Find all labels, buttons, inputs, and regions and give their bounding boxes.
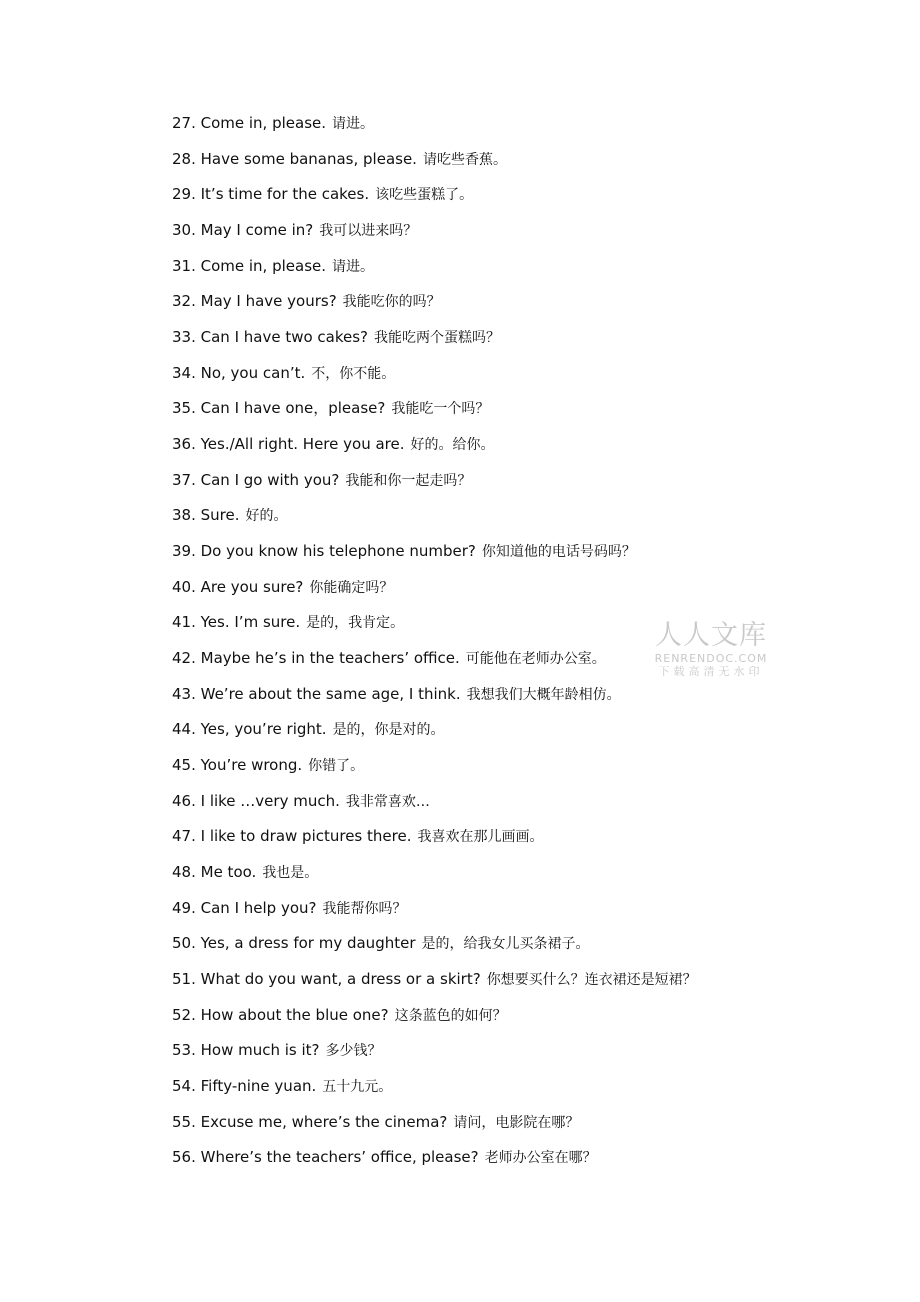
phrase-chinese: 请问，电影院在哪？ — [453, 1114, 580, 1131]
phrase-line — [172, 824, 812, 860]
phrase-chinese: 这条蓝色的如何？ — [394, 1007, 507, 1024]
watermark-title: 人人文库 — [655, 620, 767, 651]
phrase-english: 54. Fifty-nine yuan. — [172, 1077, 317, 1096]
phrase-line — [172, 503, 812, 539]
phrase-chinese: 是的，我肯定。 — [306, 615, 405, 632]
phrase-chinese: 我能吃一个吗？ — [391, 401, 490, 418]
phrase-line — [172, 575, 812, 611]
phrase-english: 45. You’re wrong. — [172, 756, 303, 775]
phrase-english: 52. How about the blue one? — [172, 1005, 389, 1024]
phrase-chinese: 我能吃两个蛋糕吗？ — [374, 330, 501, 347]
phrase-line — [172, 289, 812, 325]
phrase-chinese: 我非常喜欢… — [345, 793, 430, 810]
phrase-english: 31. Come in, please. — [172, 256, 327, 275]
phrase-english: 51. What do you want, a dress or a skirt? — [172, 970, 481, 989]
phrase-english: 30. May I come in? — [172, 221, 314, 240]
phrase-chinese: 该吃些蛋糕了。 — [375, 187, 474, 204]
phrase-line — [172, 539, 812, 575]
watermark-url: RENRENDOC.COM — [654, 652, 768, 665]
phrase-chinese: 你能确定吗？ — [309, 579, 394, 596]
phrase-english: 48. Me too. — [172, 863, 257, 882]
phrase-line — [172, 682, 812, 718]
phrase-english: 49. Can I help you? — [172, 898, 317, 917]
phrase-english: 43. We’re about the same age, I think. — [172, 684, 461, 703]
phrase-line — [172, 147, 812, 183]
phrase-line — [172, 468, 812, 504]
phrase-chinese: 不，你不能。 — [311, 365, 396, 382]
phrase-english: 50. Yes, a dress for my daughter — [172, 934, 416, 953]
phrase-english: 28. Have some bananas, please. — [172, 149, 417, 168]
phrase-chinese: 好的。 — [245, 508, 288, 525]
phrase-english: 27. Come in, please. — [172, 114, 327, 132]
phrase-english: 44. Yes, you’re right. — [172, 720, 327, 739]
phrase-line — [172, 717, 812, 753]
phrase-line — [172, 1003, 812, 1039]
phrase-chinese: 是的，你是对的。 — [332, 722, 445, 739]
phrase-english: 32. May I have yours? — [172, 292, 337, 311]
phrase-english: 37. Can I go with you? — [172, 470, 340, 489]
phrase-english: 39. Do you know his telephone number? — [172, 542, 476, 561]
phrase-line — [172, 753, 812, 789]
phrase-line — [172, 967, 812, 1003]
phrase-english: 34. No, you can’t. — [172, 363, 306, 382]
phrase-chinese: 可能他在老师办公室。 — [465, 651, 606, 668]
phrase-english: 36. Yes./All right. Here you are. — [172, 435, 405, 454]
phrase-english: 55. Excuse me, where’s the cinema? — [172, 1112, 448, 1131]
phrase-english: 35. Can I have one，please? — [172, 399, 386, 418]
phrase-line — [172, 254, 812, 290]
phrase-line — [172, 325, 812, 361]
phrase-chinese: 我能和你一起走吗？ — [345, 472, 472, 489]
phrase-line — [172, 1038, 812, 1074]
phrase-line — [172, 896, 812, 932]
phrase-line — [172, 432, 812, 468]
phrase-chinese: 请吃些香蕉。 — [422, 151, 507, 168]
phrase-english: 47. I like to draw pictures there. — [172, 827, 412, 846]
phrase-english: 41. Yes. I’m sure. — [172, 613, 301, 632]
phrase-line — [172, 396, 812, 432]
phrase-chinese: 请进。 — [332, 258, 375, 275]
phrase-line — [172, 218, 812, 254]
phrase-chinese: 你想要买什么？连衣裙还是短裙？ — [486, 972, 697, 989]
watermark-logo — [646, 620, 776, 679]
phrase-english: 53. How much is it? — [172, 1041, 320, 1060]
phrase-line — [172, 789, 812, 825]
phrase-chinese: 你错了。 — [308, 758, 365, 775]
phrase-english: 46. I like …very much. — [172, 791, 340, 810]
phrase-chinese: 是的，给我女儿买条裙子。 — [421, 936, 590, 953]
phrase-chinese: 请进。 — [332, 116, 375, 132]
phrase-chinese: 我想我们大概年龄相仿。 — [466, 686, 621, 703]
phrase-english: 56. Where’s the teachers’ office, please? — [172, 1148, 479, 1167]
phrase-chinese: 多少钱？ — [325, 1043, 382, 1060]
phrase-english: 42. Maybe he’s in the teachers’ office. — [172, 649, 460, 668]
phrase-english: 29. It’s time for the cakes. — [172, 185, 370, 204]
phrase-chinese: 五十九元。 — [322, 1079, 393, 1096]
phrase-line — [172, 860, 812, 896]
phrase-chinese: 我喜欢在那儿画画。 — [417, 829, 544, 846]
phrase-line — [172, 111, 812, 147]
phrase-chinese: 我能帮你吗？ — [322, 900, 407, 917]
phrase-english: 40. Are you sure? — [172, 577, 304, 596]
phrase-chinese: 我可以进来吗？ — [319, 223, 418, 240]
phrase-line — [172, 931, 812, 967]
phrase-line — [172, 361, 812, 397]
phrase-english: 38. Sure. — [172, 506, 240, 525]
phrase-line — [172, 1110, 812, 1146]
phrase-line — [172, 1145, 812, 1181]
phrase-chinese: 好的。给你。 — [410, 437, 495, 454]
phrase-chinese: 我也是。 — [262, 865, 319, 882]
phrase-line — [172, 182, 812, 218]
phrase-chinese: 你知道他的电话号码吗？ — [481, 544, 636, 561]
phrase-line — [172, 1074, 812, 1110]
phrase-english: 33. Can I have two cakes? — [172, 328, 369, 347]
phrase-chinese: 我能吃你的吗？ — [342, 294, 441, 311]
phrase-chinese: 老师办公室在哪？ — [484, 1150, 597, 1167]
watermark-subtitle: 下载高清无水印 — [658, 665, 764, 678]
